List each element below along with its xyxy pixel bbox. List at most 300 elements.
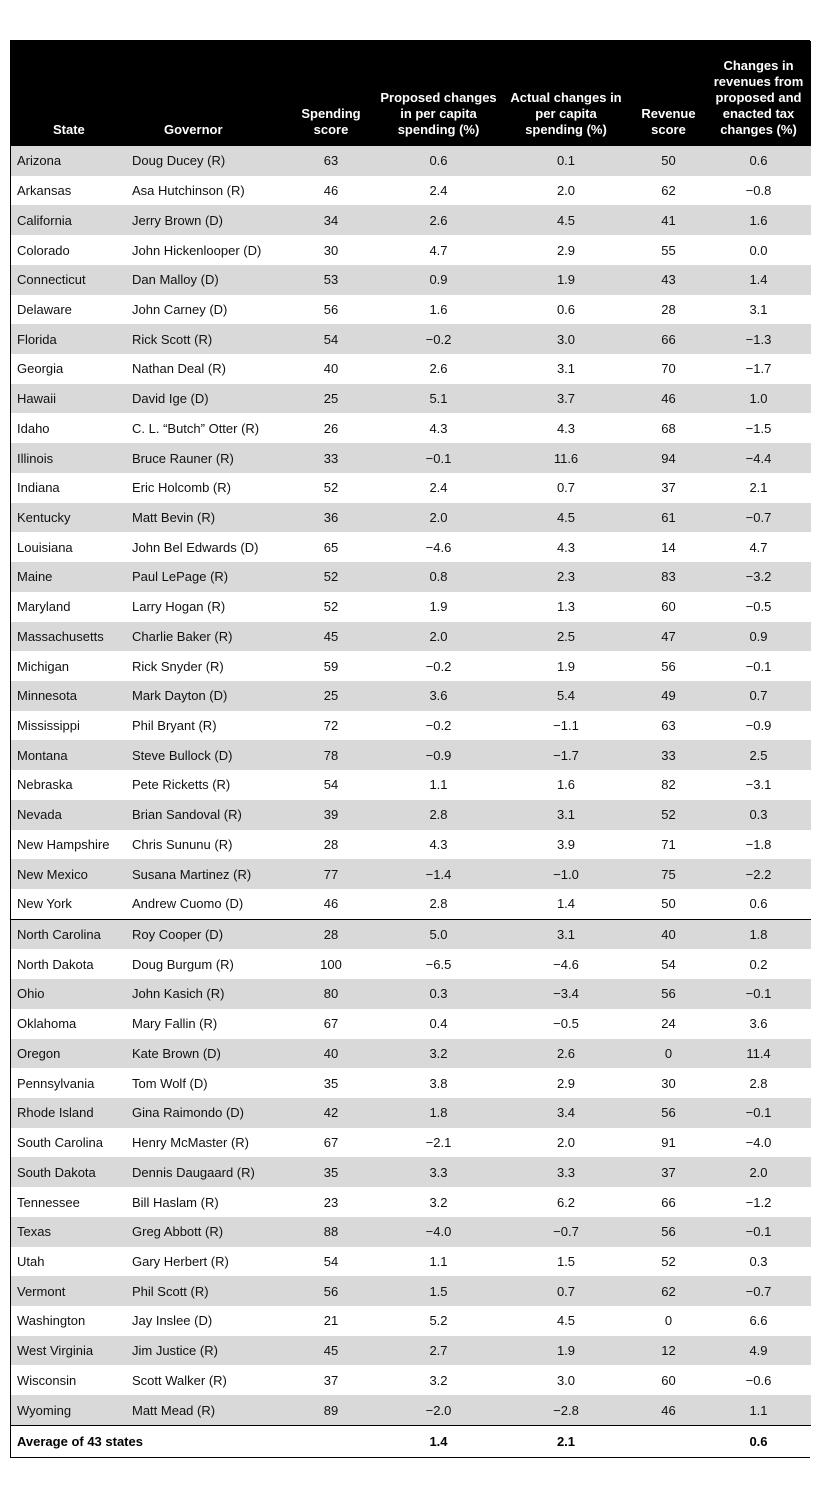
cell-revenue-score: 82 (631, 770, 706, 800)
cell-revenue-score: 63 (631, 711, 706, 741)
cell-state: Oklahoma (11, 1009, 126, 1039)
cell-governor: Roy Cooper (D) (126, 919, 286, 949)
cell-state: Minnesota (11, 681, 126, 711)
cell-actual-change: 3.0 (501, 1365, 631, 1395)
cell-governor: Pete Ricketts (R) (126, 770, 286, 800)
average-row (11, 1425, 811, 1457)
cell-spending-score: 59 (286, 651, 376, 681)
cell-revenue-score: 47 (631, 622, 706, 652)
cell-proposed-change: −4.6 (376, 532, 501, 562)
average-label: Average of 43 states (11, 1425, 286, 1457)
table-row (11, 949, 811, 979)
cell-revenue-change: −1.3 (706, 324, 811, 354)
cell-proposed-change: −0.9 (376, 740, 501, 770)
table-row (11, 1098, 811, 1128)
cell-proposed-change: 0.8 (376, 562, 501, 592)
table-header (11, 41, 811, 146)
cell-revenue-score: 56 (631, 979, 706, 1009)
table-row (11, 1365, 811, 1395)
cell-actual-change: 3.0 (501, 324, 631, 354)
cell-actual-change: −1.7 (501, 740, 631, 770)
table-row (11, 800, 811, 830)
cell-actual-change: 4.5 (501, 205, 631, 235)
cell-revenue-change: −3.2 (706, 562, 811, 592)
cell-revenue-change: −0.1 (706, 651, 811, 681)
cell-spending-score: 33 (286, 443, 376, 473)
cell-proposed-change: 1.1 (376, 770, 501, 800)
cell-spending-score: 35 (286, 1068, 376, 1098)
cell-spending-score: 40 (286, 354, 376, 384)
cell-revenue-change: −2.2 (706, 859, 811, 889)
cell-actual-change: 0.1 (501, 146, 631, 176)
cell-spending-score: 89 (286, 1395, 376, 1425)
cell-governor: Kate Brown (D) (126, 1039, 286, 1069)
average-revenue-changes: 0.6 (706, 1425, 811, 1457)
cell-revenue-score: 41 (631, 205, 706, 235)
cell-spending-score: 25 (286, 681, 376, 711)
cell-proposed-change: 0.4 (376, 1009, 501, 1039)
data-table (11, 41, 811, 1457)
table-footer (11, 1425, 811, 1457)
cell-revenue-score: 62 (631, 176, 706, 206)
cell-spending-score: 54 (286, 324, 376, 354)
cell-actual-change: 2.3 (501, 562, 631, 592)
cell-governor: Rick Snyder (R) (126, 651, 286, 681)
cell-revenue-change: 2.1 (706, 473, 811, 503)
cell-spending-score: 72 (286, 711, 376, 741)
cell-proposed-change: 5.2 (376, 1306, 501, 1336)
cell-state: Idaho (11, 413, 126, 443)
table-row (11, 176, 811, 206)
cell-state: Montana (11, 740, 126, 770)
cell-state: Washington (11, 1306, 126, 1336)
header-revenue-changes: Changes in revenues from proposed and enacted tax changes (%) (706, 41, 811, 146)
cell-governor: C. L. “Butch” Otter (R) (126, 413, 286, 443)
cell-revenue-change: 0.6 (706, 146, 811, 176)
cell-revenue-change: 0.9 (706, 622, 811, 652)
cell-proposed-change: 3.2 (376, 1039, 501, 1069)
table-row (11, 146, 811, 176)
table-row (11, 1128, 811, 1158)
cell-spending-score: 80 (286, 979, 376, 1009)
cell-revenue-change: 2.8 (706, 1068, 811, 1098)
table-row (11, 384, 811, 414)
cell-state: Michigan (11, 651, 126, 681)
cell-governor: Brian Sandoval (R) (126, 800, 286, 830)
cell-proposed-change: 5.0 (376, 919, 501, 949)
cell-proposed-change: −0.2 (376, 324, 501, 354)
cell-revenue-change: 4.9 (706, 1336, 811, 1366)
cell-spending-score: 88 (286, 1217, 376, 1247)
governors-fiscal-table (10, 40, 810, 1458)
cell-state: West Virginia (11, 1336, 126, 1366)
header-proposed-changes: Proposed changes in per capita spending (%) (376, 41, 501, 146)
table-row (11, 1187, 811, 1217)
cell-revenue-score: 46 (631, 1395, 706, 1425)
cell-actual-change: 4.5 (501, 503, 631, 533)
cell-proposed-change: −2.1 (376, 1128, 501, 1158)
cell-revenue-change: 1.1 (706, 1395, 811, 1425)
table-row (11, 295, 811, 325)
cell-revenue-score: 49 (631, 681, 706, 711)
cell-revenue-score: 83 (631, 562, 706, 592)
cell-actual-change: 1.4 (501, 889, 631, 919)
cell-actual-change: 1.5 (501, 1247, 631, 1277)
cell-governor: Phil Scott (R) (126, 1276, 286, 1306)
cell-governor: David Ige (D) (126, 384, 286, 414)
cell-governor: Steve Bullock (D) (126, 740, 286, 770)
cell-proposed-change: 2.4 (376, 473, 501, 503)
cell-state: Colorado (11, 235, 126, 265)
cell-revenue-change: 3.1 (706, 295, 811, 325)
cell-state: Mississippi (11, 711, 126, 741)
average-proposed: 1.4 (376, 1425, 501, 1457)
table-row (11, 830, 811, 860)
cell-revenue-change: 2.0 (706, 1157, 811, 1187)
cell-actual-change: −0.7 (501, 1217, 631, 1247)
cell-spending-score: 77 (286, 859, 376, 889)
table-row (11, 1157, 811, 1187)
cell-state: Kentucky (11, 503, 126, 533)
cell-spending-score: 28 (286, 830, 376, 860)
table-row (11, 740, 811, 770)
cell-proposed-change: 4.3 (376, 830, 501, 860)
cell-revenue-change: 3.6 (706, 1009, 811, 1039)
cell-revenue-score: 60 (631, 592, 706, 622)
cell-revenue-score: 0 (631, 1306, 706, 1336)
table-row (11, 413, 811, 443)
table-row (11, 1009, 811, 1039)
cell-revenue-score: 62 (631, 1276, 706, 1306)
cell-state: Maryland (11, 592, 126, 622)
cell-spending-score: 52 (286, 473, 376, 503)
cell-governor: Dennis Daugaard (R) (126, 1157, 286, 1187)
cell-state: Nevada (11, 800, 126, 830)
cell-actual-change: −1.1 (501, 711, 631, 741)
cell-spending-score: 21 (286, 1306, 376, 1336)
cell-state: New York (11, 889, 126, 919)
cell-proposed-change: 1.1 (376, 1247, 501, 1277)
cell-governor: Jay Inslee (D) (126, 1306, 286, 1336)
cell-revenue-change: 1.8 (706, 919, 811, 949)
cell-spending-score: 40 (286, 1039, 376, 1069)
cell-actual-change: 3.9 (501, 830, 631, 860)
cell-revenue-change: −1.5 (706, 413, 811, 443)
cell-actual-change: 0.7 (501, 473, 631, 503)
table-row (11, 1336, 811, 1366)
cell-governor: Gary Herbert (R) (126, 1247, 286, 1277)
cell-spending-score: 67 (286, 1009, 376, 1039)
cell-revenue-score: 14 (631, 532, 706, 562)
cell-spending-score: 36 (286, 503, 376, 533)
cell-actual-change: 2.9 (501, 1068, 631, 1098)
cell-state: Georgia (11, 354, 126, 384)
cell-governor: Greg Abbott (R) (126, 1217, 286, 1247)
cell-proposed-change: 0.6 (376, 146, 501, 176)
cell-proposed-change: 1.8 (376, 1098, 501, 1128)
table-row (11, 503, 811, 533)
table-row (11, 770, 811, 800)
cell-state: Illinois (11, 443, 126, 473)
cell-actual-change: 3.7 (501, 384, 631, 414)
cell-actual-change: 1.6 (501, 770, 631, 800)
cell-proposed-change: 5.1 (376, 384, 501, 414)
cell-revenue-score: 61 (631, 503, 706, 533)
cell-revenue-score: 70 (631, 354, 706, 384)
cell-governor: Jim Justice (R) (126, 1336, 286, 1366)
table-row (11, 1395, 811, 1425)
table-row (11, 473, 811, 503)
cell-spending-score: 45 (286, 622, 376, 652)
table-row (11, 1068, 811, 1098)
cell-governor: Matt Mead (R) (126, 1395, 286, 1425)
cell-actual-change: 2.5 (501, 622, 631, 652)
cell-state: South Carolina (11, 1128, 126, 1158)
table-row (11, 324, 811, 354)
header-revenue-score: Revenue score (631, 41, 706, 146)
cell-state: Massachusetts (11, 622, 126, 652)
average-revenue-score (631, 1425, 706, 1457)
cell-revenue-score: 75 (631, 859, 706, 889)
cell-actual-change: 6.2 (501, 1187, 631, 1217)
cell-state: North Carolina (11, 919, 126, 949)
cell-revenue-change: 1.0 (706, 384, 811, 414)
header-actual-changes: Actual changes in per capita spending (%) (501, 41, 631, 146)
cell-state: Nebraska (11, 770, 126, 800)
cell-spending-score: 63 (286, 146, 376, 176)
cell-spending-score: 39 (286, 800, 376, 830)
cell-revenue-change: 1.4 (706, 265, 811, 295)
cell-state: South Dakota (11, 1157, 126, 1187)
cell-revenue-score: 37 (631, 473, 706, 503)
cell-revenue-score: 56 (631, 1217, 706, 1247)
cell-governor: Paul LePage (R) (126, 562, 286, 592)
cell-proposed-change: 4.7 (376, 235, 501, 265)
cell-revenue-change: −3.1 (706, 770, 811, 800)
cell-actual-change: 2.6 (501, 1039, 631, 1069)
cell-spending-score: 56 (286, 1276, 376, 1306)
cell-governor: Tom Wolf (D) (126, 1068, 286, 1098)
cell-actual-change: 4.3 (501, 532, 631, 562)
cell-revenue-score: 24 (631, 1009, 706, 1039)
cell-revenue-change: −0.1 (706, 1098, 811, 1128)
cell-revenue-change: 0.2 (706, 949, 811, 979)
cell-proposed-change: 1.5 (376, 1276, 501, 1306)
cell-state: New Hampshire (11, 830, 126, 860)
cell-actual-change: −0.5 (501, 1009, 631, 1039)
cell-governor: Susana Martinez (R) (126, 859, 286, 889)
cell-actual-change: 0.6 (501, 295, 631, 325)
cell-state: Utah (11, 1247, 126, 1277)
cell-revenue-change: −0.7 (706, 503, 811, 533)
cell-spending-score: 52 (286, 562, 376, 592)
cell-actual-change: 4.5 (501, 1306, 631, 1336)
table-row (11, 919, 811, 949)
cell-revenue-score: 54 (631, 949, 706, 979)
cell-governor: Bill Haslam (R) (126, 1187, 286, 1217)
cell-revenue-score: 52 (631, 1247, 706, 1277)
cell-actual-change: 1.9 (501, 265, 631, 295)
cell-revenue-change: 2.5 (706, 740, 811, 770)
cell-revenue-score: 71 (631, 830, 706, 860)
cell-governor: Gina Raimondo (D) (126, 1098, 286, 1128)
table-row (11, 592, 811, 622)
cell-proposed-change: 1.6 (376, 295, 501, 325)
cell-proposed-change: −1.4 (376, 859, 501, 889)
cell-revenue-score: 0 (631, 1039, 706, 1069)
cell-proposed-change: 2.0 (376, 503, 501, 533)
cell-revenue-change: −1.2 (706, 1187, 811, 1217)
average-spending-score (286, 1425, 376, 1457)
cell-actual-change: −2.8 (501, 1395, 631, 1425)
cell-state: Louisiana (11, 532, 126, 562)
cell-state: Ohio (11, 979, 126, 1009)
table-row (11, 562, 811, 592)
cell-proposed-change: 2.0 (376, 622, 501, 652)
cell-revenue-score: 40 (631, 919, 706, 949)
cell-actual-change: 11.6 (501, 443, 631, 473)
cell-actual-change: −4.6 (501, 949, 631, 979)
cell-state: California (11, 205, 126, 235)
cell-governor: John Bel Edwards (D) (126, 532, 286, 562)
cell-actual-change: 3.3 (501, 1157, 631, 1187)
cell-governor: Doug Burgum (R) (126, 949, 286, 979)
cell-spending-score: 67 (286, 1128, 376, 1158)
cell-proposed-change: −0.2 (376, 651, 501, 681)
cell-revenue-score: 43 (631, 265, 706, 295)
cell-proposed-change: 2.8 (376, 800, 501, 830)
cell-revenue-score: 91 (631, 1128, 706, 1158)
cell-spending-score: 46 (286, 889, 376, 919)
cell-proposed-change: −0.1 (376, 443, 501, 473)
cell-state: Oregon (11, 1039, 126, 1069)
cell-proposed-change: 2.4 (376, 176, 501, 206)
cell-revenue-score: 33 (631, 740, 706, 770)
cell-actual-change: −3.4 (501, 979, 631, 1009)
cell-state: Wisconsin (11, 1365, 126, 1395)
cell-governor: Phil Bryant (R) (126, 711, 286, 741)
cell-revenue-score: 66 (631, 324, 706, 354)
cell-governor: Chris Sununu (R) (126, 830, 286, 860)
header-state: State (11, 41, 126, 146)
cell-governor: Scott Walker (R) (126, 1365, 286, 1395)
table-row (11, 1306, 811, 1336)
cell-revenue-score: 56 (631, 651, 706, 681)
cell-governor: Mark Dayton (D) (126, 681, 286, 711)
cell-actual-change: 2.9 (501, 235, 631, 265)
cell-spending-score: 25 (286, 384, 376, 414)
cell-revenue-change: −1.8 (706, 830, 811, 860)
cell-governor: Matt Bevin (R) (126, 503, 286, 533)
cell-governor: Dan Malloy (D) (126, 265, 286, 295)
cell-revenue-change: −0.1 (706, 979, 811, 1009)
cell-revenue-change: −0.1 (706, 1217, 811, 1247)
cell-revenue-score: 50 (631, 146, 706, 176)
cell-spending-score: 26 (286, 413, 376, 443)
cell-revenue-score: 55 (631, 235, 706, 265)
cell-governor: Rick Scott (R) (126, 324, 286, 354)
cell-revenue-score: 28 (631, 295, 706, 325)
cell-proposed-change: −6.5 (376, 949, 501, 979)
cell-proposed-change: 1.9 (376, 592, 501, 622)
cell-proposed-change: 3.2 (376, 1365, 501, 1395)
cell-proposed-change: 2.6 (376, 205, 501, 235)
cell-spending-score: 34 (286, 205, 376, 235)
cell-actual-change: 1.3 (501, 592, 631, 622)
cell-revenue-score: 68 (631, 413, 706, 443)
table-row (11, 1039, 811, 1069)
table-body (11, 146, 811, 1425)
header-governor: Governor (126, 41, 286, 146)
cell-revenue-score: 30 (631, 1068, 706, 1098)
cell-spending-score: 35 (286, 1157, 376, 1187)
cell-revenue-score: 37 (631, 1157, 706, 1187)
cell-spending-score: 52 (286, 592, 376, 622)
cell-spending-score: 53 (286, 265, 376, 295)
cell-actual-change: 2.0 (501, 1128, 631, 1158)
cell-revenue-score: 94 (631, 443, 706, 473)
table-row (11, 681, 811, 711)
cell-revenue-change: 6.6 (706, 1306, 811, 1336)
cell-revenue-change: −4.0 (706, 1128, 811, 1158)
cell-revenue-score: 66 (631, 1187, 706, 1217)
cell-governor: Mary Fallin (R) (126, 1009, 286, 1039)
table-row (11, 265, 811, 295)
table-row (11, 1217, 811, 1247)
table-row (11, 1247, 811, 1277)
cell-state: Arkansas (11, 176, 126, 206)
cell-state: Indiana (11, 473, 126, 503)
cell-actual-change: 1.9 (501, 1336, 631, 1366)
cell-revenue-change: 4.7 (706, 532, 811, 562)
cell-proposed-change: −0.2 (376, 711, 501, 741)
cell-actual-change: 5.4 (501, 681, 631, 711)
cell-proposed-change: 2.8 (376, 889, 501, 919)
cell-state: Rhode Island (11, 1098, 126, 1128)
cell-spending-score: 30 (286, 235, 376, 265)
cell-revenue-change: −0.6 (706, 1365, 811, 1395)
cell-spending-score: 100 (286, 949, 376, 979)
cell-revenue-change: 0.0 (706, 235, 811, 265)
cell-proposed-change: 0.3 (376, 979, 501, 1009)
cell-actual-change: 4.3 (501, 413, 631, 443)
cell-actual-change: 3.1 (501, 800, 631, 830)
cell-spending-score: 54 (286, 770, 376, 800)
cell-governor: Bruce Rauner (R) (126, 443, 286, 473)
average-actual: 2.1 (501, 1425, 631, 1457)
cell-revenue-change: 1.6 (706, 205, 811, 235)
cell-spending-score: 65 (286, 532, 376, 562)
cell-revenue-score: 50 (631, 889, 706, 919)
cell-revenue-change: 0.3 (706, 1247, 811, 1277)
table-row (11, 711, 811, 741)
cell-state: North Dakota (11, 949, 126, 979)
cell-revenue-change: −4.4 (706, 443, 811, 473)
cell-actual-change: −1.0 (501, 859, 631, 889)
cell-state: Florida (11, 324, 126, 354)
cell-proposed-change: 3.8 (376, 1068, 501, 1098)
cell-proposed-change: −4.0 (376, 1217, 501, 1247)
table-row (11, 979, 811, 1009)
cell-revenue-change: 0.7 (706, 681, 811, 711)
cell-governor: Asa Hutchinson (R) (126, 176, 286, 206)
cell-proposed-change: 3.3 (376, 1157, 501, 1187)
table-row (11, 354, 811, 384)
cell-spending-score: 54 (286, 1247, 376, 1277)
table-row (11, 443, 811, 473)
table-row (11, 205, 811, 235)
cell-revenue-score: 52 (631, 800, 706, 830)
